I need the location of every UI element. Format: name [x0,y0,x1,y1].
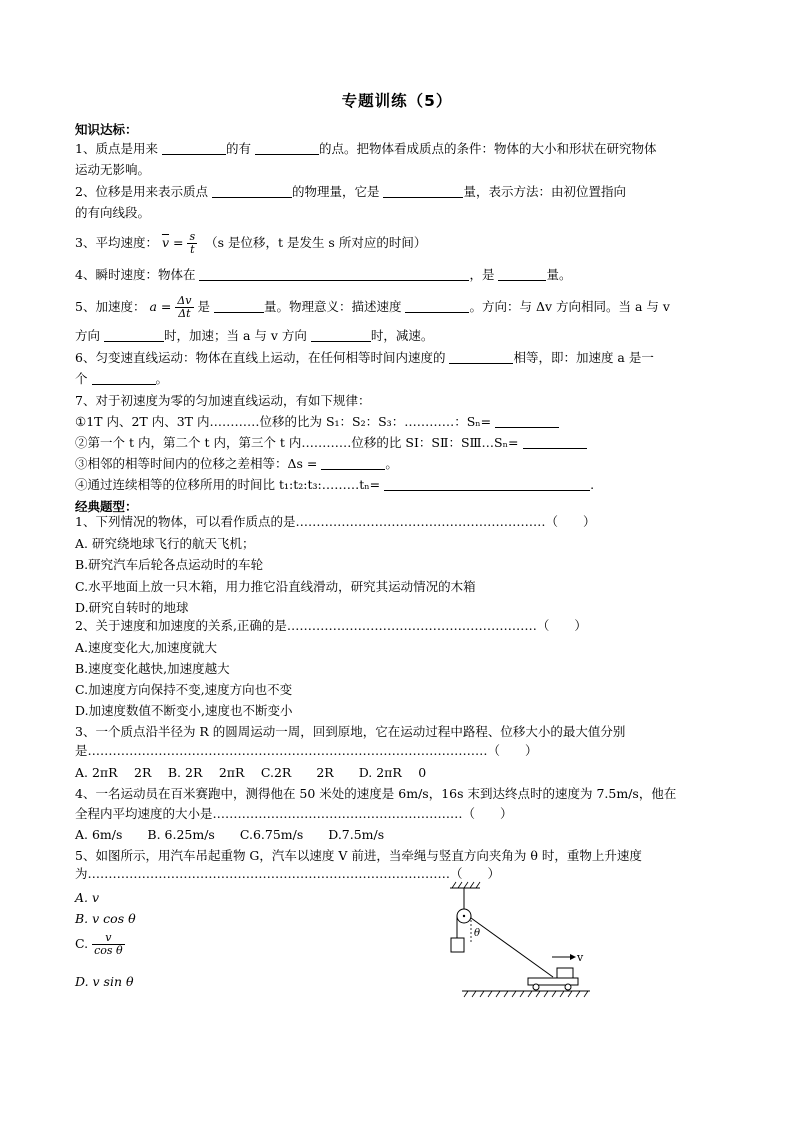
question-5-stem-cont: 为……………………………………………………………………………（ ） [75,866,501,881]
fraction-v-over-cos: $\frac{v}{\text{cos θ}}$ [94,931,123,957]
question-1-option-a: A. 研究绕地球飞行的航天飞机； [75,536,255,551]
question-5-stem: 5、如图所示，用汽车吊起重物 G，汽车以速度 V 前进，当牵绳与竖直方向夹角为 θ 时，重物上升速度 [75,848,642,863]
question-5-option-d: D. v sin θ [75,974,134,989]
question-1-option-c: C.水平地面上放一只木箱，用力推它沿直线滑动，研究其运动情况的木箱 [75,579,476,594]
knowledge-item-2-cont: 的有向线段。 [75,205,151,220]
question-5-option-a: A. v [75,890,100,905]
question-1-stem: 1、下列情况的物体，可以看作质点的是……………………………………………………（ ） [75,514,596,529]
knowledge-item-2: 2、位移是用来表示质点 的物理量，它是 量，表示方法：由初位置指向 [75,184,626,199]
knowledge-item-7-rule-3: ③相邻的相等时间内的位移之差相等：Δs = 。 [75,456,398,471]
blank [199,268,469,281]
blank [383,185,463,198]
question-2-option-b: B.速度变化越快,加速度越大 [75,661,230,676]
question-2-option-d: D.加速度数值不断变小,速度也不断变小 [75,703,293,718]
question-3-stem-cont: 是……………………………………………………………………………………（ ） [75,743,538,758]
question-2-stem: 2、关于速度和加速度的关系,正确的是……………………………………………………（ ） [75,618,587,633]
question-5-option-b: B. v cos θ [75,911,136,926]
question-3-stem: 3、一个质点沿半径为 R 的圆周运动一周，回到原地，它在运动过程中路程、位移大小的最大值分别 [75,724,626,739]
knowledge-item-4: 4、瞬时速度：物体在 ，是 量。 [75,267,572,282]
question-1-option-b: B.研究汽车后轮各点运动时的车轮 [75,557,264,572]
blank [498,268,546,281]
knowledge-item-5-cont: 方向 时，加速；当 a 与 v 方向 时，减速。 [75,328,434,343]
pulley-car-figure [440,880,600,1005]
question-2-option-a: A.速度变化大,加速度就大 [75,640,217,655]
car-load [557,968,573,978]
knowledge-item-7-rule-2: ②第一个 t 内，第二个 t 内，第三个 t 内…………位移的比 SⅠ：SⅡ：SⅢ…Sₙ= [75,435,587,451]
knowledge-item-7: 7、对于初速度为零的匀加速直线运动，有如下规律： [75,393,371,408]
fraction-s-over-t: $\frac{s}{t}$ [189,230,196,256]
velocity-label: v [577,951,584,964]
fraction-dv-over-dt: $\frac{\Delta v}{\Delta t}$ [177,294,192,320]
blank [405,300,469,313]
blank [92,372,156,385]
knowledge-item-7-rule-4: ④通过连续相等的位移所用的时间比 t₁:t₂:t₃:………tₙ= . [75,477,595,492]
question-4-stem: 4、一名运动员在百米赛跑中，测得他在 50 米处的速度是 6m/s，16s 末到达终点时的速度为 7.5m/s，他在 [75,786,677,801]
blank [162,142,226,155]
knowledge-item-5: 5、加速度： a = $\frac{\Delta v}{\Delta t}$ 是 量。物理意义：描述速度 。方向：与 Δv 方向相同。当 a 与 v [75,294,670,320]
knowledge-item-3: 3、平均速度： $\overline{v}$ = $\frac{s}{t}$ （s 是位移，t 是发生 s 所对应的时间） [75,230,427,256]
theta-label: θ [474,928,481,939]
blank [384,478,590,491]
weight-block [451,938,464,952]
knowledge-item-6: 6、匀变速直线运动：物体在直线上运动，在任何相等时间内速度的 相等，即：加速度 a 是一 [75,350,654,365]
knowledge-item-1-cont: 运动无影响。 [75,162,151,177]
knowledge-item-7-rule-1: ①1T 内、2T 内、3T 内…………位移的比为 S₁：S₂：S₃：…………：Sₙ= [75,414,559,430]
section-knowledge-heading: 知识达标： [75,122,138,137]
blank [321,457,385,470]
question-4-stem-cont: 全程内平均速度的大小是……………………………………………………（ ） [75,806,513,821]
page-title: 专题训练（5） [341,92,453,110]
question-1-option-d: D.研究自转时的地球 [75,600,189,615]
blank [311,329,371,342]
blank [495,415,559,428]
blank [104,329,164,342]
blank [523,436,587,449]
question-3-options: A. 2πR 2R B. 2R 2πR C.2R 2R D. 2πR 0 [75,765,427,780]
blank [214,300,264,313]
average-velocity-symbol: $\overline{v}$ [161,235,170,250]
knowledge-item-6-cont: 个 。 [75,371,169,386]
blank [212,185,292,198]
blank [449,351,513,364]
knowledge-item-1: 1、质点是用来 的有 的点。把物体看成质点的条件：物体的大小和形状在研究物体 [75,141,657,156]
blank [255,142,319,155]
question-2-option-c: C.加速度方向保持不变,速度方向也不变 [75,682,293,697]
section-classic-heading: 经典题型： [75,499,138,514]
question-5-option-c: C. $\frac{v}{\text{cos θ}}$ [75,931,123,957]
question-4-options: A. 6m/s B. 6.25m/s C.6.75m/s D.7.5m/s [75,827,385,842]
